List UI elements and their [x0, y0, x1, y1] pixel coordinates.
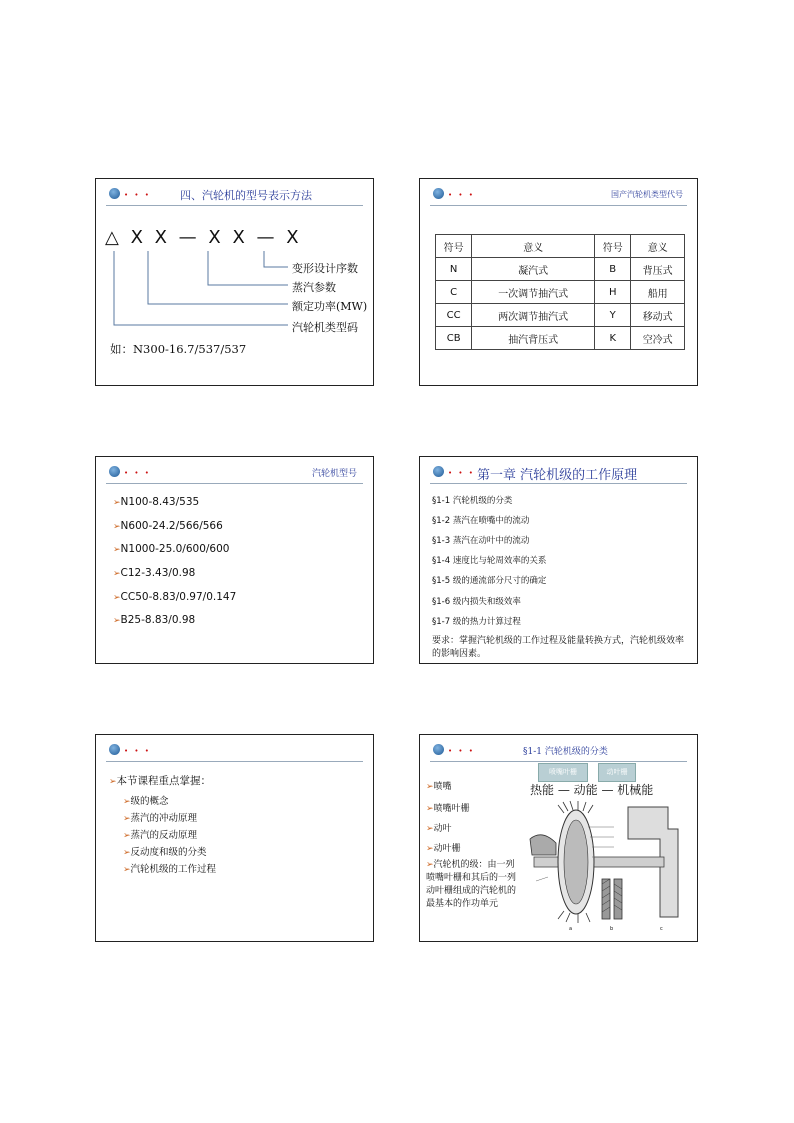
list-item: ➢汽轮机级的工作过程	[123, 864, 217, 875]
meaning-cell: 两次调节抽汽式	[472, 304, 595, 327]
arrow-bullet-icon: ➢	[123, 797, 131, 807]
list-item: ➢蒸汽的反动原理	[123, 830, 198, 841]
arrow-bullet-icon: ➢	[123, 848, 131, 858]
slide-title: 第一章 汽轮机级的工作原理	[477, 468, 638, 483]
code-cell: B	[595, 258, 631, 281]
nozzle-cascade-box: 喷嘴叶栅	[538, 763, 588, 782]
label-variant-number: 变形设计序数	[292, 262, 358, 275]
section-item: §1-4 速度比与轮周效率的关系	[432, 556, 547, 566]
slide-title: 国产汽轮机类型代号	[611, 190, 683, 199]
list-item: ➢N100-8.43/535	[113, 496, 200, 508]
list-item: ➢N600-24.2/566/566	[113, 520, 223, 532]
label-steam-params: 蒸汽参数	[292, 281, 336, 294]
arrow-bullet-icon: ➢	[426, 782, 434, 792]
list-item: ➢B25-8.83/0.98	[113, 614, 196, 626]
label-type-code: 汽轮机类型码	[292, 321, 358, 334]
globe-icon	[433, 188, 444, 199]
list-item: ➢CC50-8.83/0.97/0.147	[113, 591, 237, 603]
code-cell: CC	[436, 304, 472, 327]
logo: • • •	[109, 187, 149, 201]
fig-label-c: c	[660, 926, 663, 932]
slide-type-codes	[419, 178, 698, 386]
meaning-cell: 空冷式	[631, 327, 685, 350]
fig-label-a: a	[569, 926, 573, 932]
logo: • • •	[433, 465, 473, 479]
code-cell: K	[595, 327, 631, 350]
slide-chapter-one	[419, 456, 698, 664]
col-header: 意义	[631, 235, 685, 258]
arrow-bullet-icon: ➢	[123, 865, 131, 875]
code-cell: C	[436, 281, 472, 304]
logo: • • •	[433, 743, 473, 757]
table-row	[436, 304, 685, 327]
arrow-bullet-icon: ➢	[113, 522, 121, 532]
slide-title: 四、汽轮机的型号表示方法	[180, 189, 312, 202]
arrow-bullet-icon: ➢	[113, 593, 121, 603]
code-cell: CB	[436, 327, 472, 350]
col-header: 符号	[436, 235, 472, 258]
list-item: ➢动叶	[426, 824, 452, 834]
arrow-bullet-icon: ➢	[123, 814, 131, 824]
section-item: §1-7 级的热力计算过程	[432, 617, 521, 627]
globe-icon	[433, 466, 444, 477]
meaning-cell: 一次调节抽汽式	[472, 281, 595, 304]
slide-title: §1-1 汽轮机级的分类	[523, 747, 608, 757]
arrow-bullet-icon: ➢	[113, 616, 121, 626]
fig-label-b: b	[610, 926, 614, 932]
table-header-row	[436, 235, 685, 258]
slide-stage-classification	[419, 734, 698, 942]
list-item: ➢级的概念	[123, 796, 169, 807]
blade-cascade-box: 动叶栅	[598, 763, 636, 782]
model-pattern: △ X X — X X — X	[105, 227, 302, 248]
code-cell: H	[595, 281, 631, 304]
turbine-stage-diagram	[528, 799, 690, 931]
list-item: ➢N1000-25.0/600/600	[113, 543, 230, 555]
section-item: §1-5 级的通流部分尺寸的确定	[432, 576, 547, 586]
list-item: ➢反动度和级的分类	[123, 847, 207, 858]
globe-icon	[109, 466, 120, 477]
section-item: §1-1 汽轮机级的分类	[432, 496, 513, 506]
table-row	[436, 281, 685, 304]
key-points-heading: ➢本节课程重点掌握：	[109, 775, 212, 787]
section-item: §1-6 级内损失和级效率	[432, 597, 521, 607]
arrow-bullet-icon: ➢	[426, 844, 434, 854]
slide-key-points	[95, 734, 374, 942]
requirement-text: 要求：掌握汽轮机级的工作过程及能量转换方式，汽轮机级效率的影响因素。	[432, 636, 685, 659]
code-cell: N	[436, 258, 472, 281]
codes-table	[435, 234, 685, 350]
logo: • • •	[109, 465, 149, 479]
logo: • • •	[109, 743, 149, 757]
example-model: 如：N300-16.7/537/537	[110, 342, 247, 356]
slide-model-notation	[95, 178, 374, 386]
globe-icon	[109, 744, 120, 755]
arrow-bullet-icon: ➢	[113, 545, 121, 555]
list-item: ➢蒸汽的冲动原理	[123, 813, 198, 824]
meaning-cell: 抽汽背压式	[472, 327, 595, 350]
list-item: ➢C12-3.43/0.98	[113, 567, 196, 579]
table-row	[436, 258, 685, 281]
arrow-bullet-icon: ➢	[113, 569, 121, 579]
meaning-cell: 凝汽式	[472, 258, 595, 281]
stage-definition: ➢汽轮机的级：由一列喷嘴叶栅和其后的一列动叶栅组成的汽轮机的最基本的作功单元	[426, 860, 517, 909]
list-item: ➢动叶栅	[426, 844, 461, 854]
table-row	[436, 327, 685, 350]
arrow-bullet-icon: ➢	[123, 831, 131, 841]
code-cell: Y	[595, 304, 631, 327]
meaning-cell: 背压式	[631, 258, 685, 281]
label-rated-power: 额定功率(MW)	[292, 300, 368, 313]
section-item: §1-2 蒸汽在喷嘴中的流动	[432, 516, 530, 526]
arrow-bullet-icon: ➢	[426, 824, 434, 834]
arrow-bullet-icon: ➢	[426, 804, 434, 814]
meaning-cell: 移动式	[631, 304, 685, 327]
section-item: §1-3 蒸汽在动叶中的流动	[432, 536, 530, 546]
list-item: ➢喷嘴叶栅	[426, 804, 470, 814]
arrow-bullet-icon: ➢	[109, 777, 117, 787]
col-header: 意义	[472, 235, 595, 258]
arrow-bullet-icon: ➢	[426, 860, 434, 870]
slide-model-examples	[95, 456, 374, 664]
logo: • • •	[433, 187, 473, 201]
col-header: 符号	[595, 235, 631, 258]
globe-icon	[433, 744, 444, 755]
list-item: ➢喷嘴	[426, 782, 452, 792]
meaning-cell: 船用	[631, 281, 685, 304]
slide-title: 汽轮机型号	[311, 469, 357, 479]
arrow-bullet-icon: ➢	[113, 498, 121, 508]
energy-conversion: 热能 — 动能 — 机械能	[530, 783, 654, 797]
